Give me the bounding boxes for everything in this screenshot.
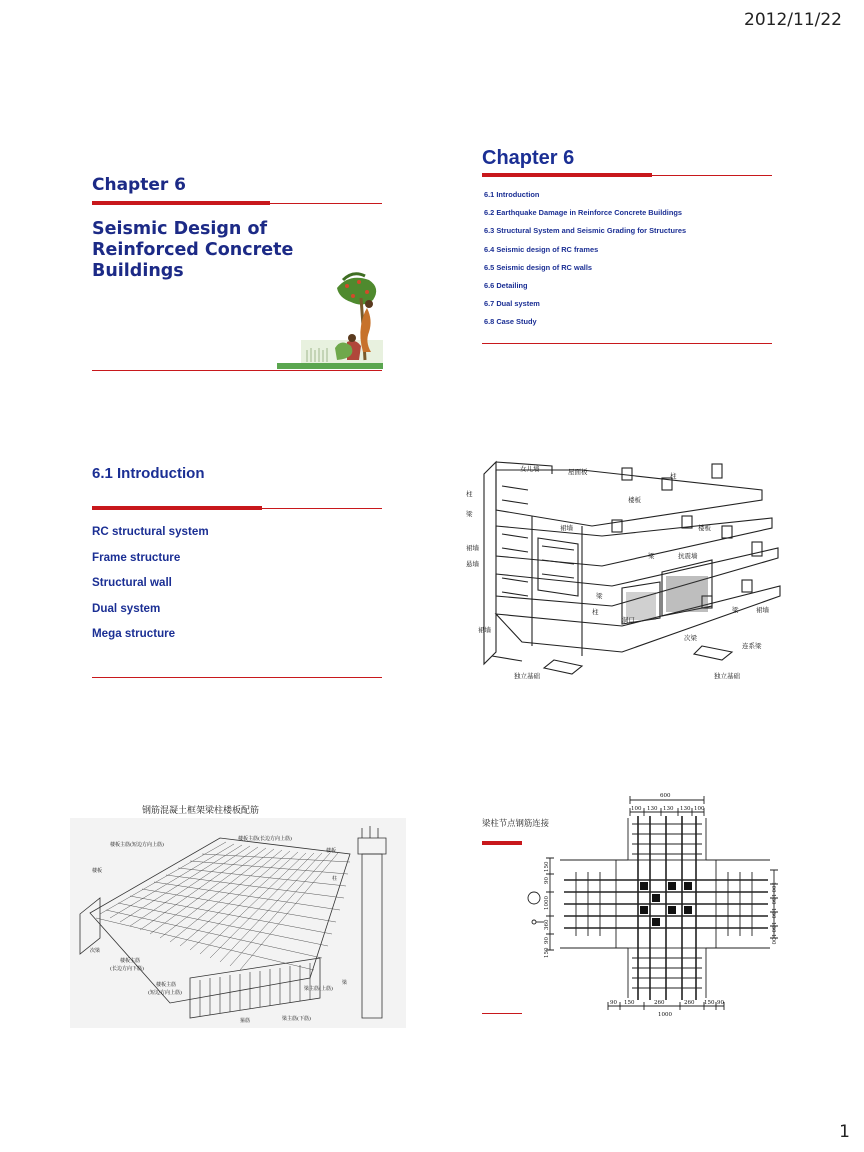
label-infill-wall: 裙墙 xyxy=(466,544,479,552)
toc-item: 6.3 Structural System and Seismic Grading for Structures xyxy=(484,226,687,236)
divider-line xyxy=(92,508,382,509)
label-slab-bottom-short: 楼板主筋 xyxy=(156,982,177,988)
label-infill-wall: 裙墙 xyxy=(756,606,769,614)
label-beam: 梁 xyxy=(596,592,603,600)
label-shear-wall: 抗震墙 xyxy=(678,552,698,560)
label-slab: 楼板 xyxy=(92,868,103,874)
table-of-contents xyxy=(484,186,686,332)
label-footing: 独立基础 xyxy=(514,672,540,680)
label-roof-slab: 屋面板 xyxy=(568,468,588,476)
label-infill-wall: 裙墙 xyxy=(478,626,491,634)
title-line: Reinforced Concrete xyxy=(92,240,294,260)
label-footing: 独立基础 xyxy=(714,672,740,680)
toc-item: 6.7 Dual system xyxy=(484,299,540,309)
label-slab-top-short: 楼板主筋(短边方向上筋) xyxy=(110,842,164,848)
slide-3-heading: 6.1 Introduction xyxy=(92,465,205,482)
dim-right: 100 xyxy=(770,934,776,945)
intro-topic-list xyxy=(92,519,209,647)
dim-bottom: 150 xyxy=(624,1000,635,1006)
dim-bottom: 260 xyxy=(684,1000,695,1006)
toc-item: 6.1 Introduction xyxy=(484,190,540,199)
label-parapet: 女儿墙 xyxy=(520,465,540,473)
topic-item: Mega structure xyxy=(92,627,176,640)
dim-left: 90 xyxy=(544,877,550,884)
divider-line xyxy=(92,370,382,371)
label-slab-bottom-long: (长边方向下筋) xyxy=(110,966,144,972)
slide-1-chapter: Chapter 6 xyxy=(92,175,187,195)
dim-top: 100 xyxy=(631,806,642,812)
dim-top-total: 600 xyxy=(660,793,671,799)
toc-item: 6.5 Seismic design of RC walls xyxy=(484,262,593,272)
divider-line xyxy=(92,203,382,204)
topic-item: Dual system xyxy=(92,601,161,615)
label-beam: 梁 xyxy=(732,606,739,614)
frame-reinforcement-drawing xyxy=(70,818,406,1028)
divider-line xyxy=(482,343,772,344)
label-column: 柱 xyxy=(466,490,473,498)
label-stirrup: 箍筋 xyxy=(240,1018,251,1024)
dim-top: 100 xyxy=(694,806,705,812)
dim-bottom: 90 xyxy=(610,1000,617,1006)
label-opening: 洞口 xyxy=(622,616,635,624)
red-accent-bar xyxy=(482,841,522,845)
label-secondary-beam: 次梁 xyxy=(684,634,697,642)
dim-right: 100 xyxy=(770,882,776,893)
label-tie-beam: 连系梁 xyxy=(742,642,762,650)
dim-left: 150 xyxy=(544,947,550,958)
slide-2-chapter: Chapter 6 xyxy=(482,147,575,169)
dim-bottom: 150 xyxy=(704,1000,715,1006)
toc-item: 6.4 Seismic design of RC frames xyxy=(484,244,599,254)
label-column: 柱 xyxy=(670,472,677,480)
beam-column-joint-drawing xyxy=(520,788,780,1028)
tree-illustration xyxy=(277,268,383,370)
label-beam: 梁 xyxy=(466,510,473,518)
label-beam: 梁 xyxy=(342,980,348,986)
label-slab-top-long: 楼板主筋(长边方向上筋) xyxy=(238,836,292,842)
label-hanging-wall: 悬墙 xyxy=(466,560,479,568)
page-number: 1 xyxy=(839,1122,850,1142)
label-slab-bottom-short: (短边方向上筋) xyxy=(148,990,182,996)
slide-6-title: 梁柱节点钢筋连接 xyxy=(482,818,549,828)
label-beam-bottom-rebar: 梁主筋(下筋) xyxy=(282,1016,311,1022)
label-beam: 梁 xyxy=(648,552,655,560)
topic-item: RC structural system xyxy=(92,525,209,538)
toc-item: 6.2 Earthquake Damage in Reinforce Concrete Buildings xyxy=(484,208,682,218)
dim-right: 130 xyxy=(770,908,776,919)
dim-right: 130 xyxy=(770,894,776,905)
page-date: 2012/11/22 xyxy=(744,10,842,30)
slide-5-title: 钢筋混凝土框架梁柱楼板配筋 xyxy=(142,806,260,816)
label-secondary-beam: 次梁 xyxy=(90,948,101,954)
label-column: 柱 xyxy=(592,608,599,616)
toc-item: 6.8 Case Study xyxy=(484,317,537,327)
label-infill-wall: 裙墙 xyxy=(560,524,573,532)
label-beam-top-rebar: 梁主筋(上筋) xyxy=(304,986,333,992)
title-line: Seismic Design of xyxy=(92,219,268,239)
dim-top: 130 xyxy=(663,806,674,812)
dim-top: 130 xyxy=(680,806,691,812)
label-slab: 楼板 xyxy=(326,848,337,854)
topic-item: Structural wall xyxy=(92,576,172,589)
label-slab: 楼板 xyxy=(628,496,641,504)
toc-item: 6.6 Detailing xyxy=(484,281,528,291)
dim-left: 1000 xyxy=(544,896,550,910)
dim-bottom: 260 xyxy=(654,1000,665,1006)
dim-left: 150 xyxy=(544,861,550,872)
dim-bottom-total: 1000 xyxy=(658,1012,672,1018)
title-line: Buildings xyxy=(92,261,184,281)
divider-line xyxy=(482,1013,522,1014)
dim-top: 130 xyxy=(647,806,658,812)
divider-line xyxy=(92,677,382,678)
dim-right: 130 xyxy=(770,922,776,933)
dim-left: 90 xyxy=(544,937,550,944)
label-slab-bottom-long: 楼板主筋 xyxy=(120,958,141,964)
label-column: 柱 xyxy=(332,876,338,882)
divider-line xyxy=(482,175,772,176)
dim-bottom: 90 xyxy=(717,1000,724,1006)
dim-left: 360 xyxy=(544,919,550,930)
label-slab: 楼板 xyxy=(698,524,711,532)
rc-building-structure-drawing xyxy=(462,456,784,690)
topic-item: Frame structure xyxy=(92,550,181,564)
